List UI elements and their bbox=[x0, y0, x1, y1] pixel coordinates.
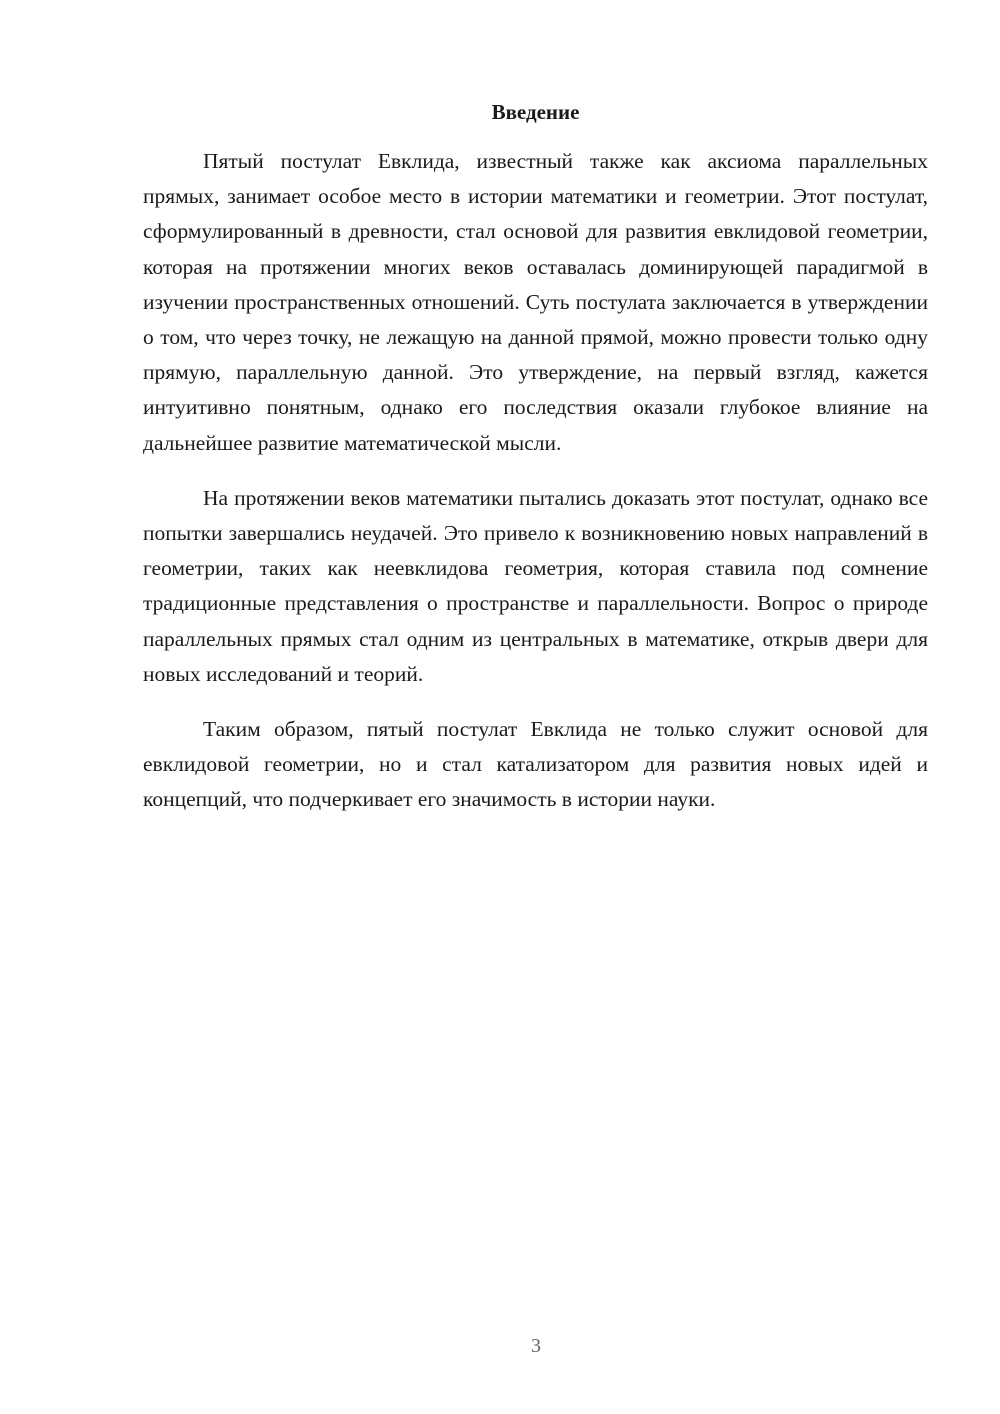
paragraph-2: На протяжении веков математики пытались доказать этот постулат, однако все попытки завершались неудачей. Это привело к возникновению новых направлений в геометрии, таких как неевклидова геометрия, которая ставила под сомнение традиционные представления о пространстве и параллельности. Вопрос о природе параллельных прямых стал одним из центральных в математике, открыв двери для новых исследований и теорий. bbox=[143, 485, 928, 686]
page-content bbox=[143, 96, 928, 818]
section-title: Введение bbox=[491, 100, 580, 124]
paragraph-3: Таким образом, пятый постулат Евклида не только служит основой для евклидовой геометрии, но и стал катализатором для развития новых идей и концепций, что подчеркивает его значимость в истории науки. bbox=[143, 717, 928, 812]
page-number: 3 bbox=[531, 1335, 541, 1357]
paragraph-1: Пятый постулат Евклида, известный также как аксиома параллельных прямых, занимает особое место в истории математики и геометрии. Этот постулат, сформулированный в древности, стал основой для развития евклидовой геометрии, которая на протяжении многих веков оставалась доминирующей парадигмой в изучении пространственных отношений. Суть постулата заключается в утверждении о том, что через точку, не лежащую на данной прямой, можно провести только одну прямую, параллельную данной. Это утверждение, на первый взгляд, кажется интуитивно понятным, однако его последствия оказали глубокое влияние на дальнейшее развитие математической мысли. bbox=[143, 149, 928, 455]
